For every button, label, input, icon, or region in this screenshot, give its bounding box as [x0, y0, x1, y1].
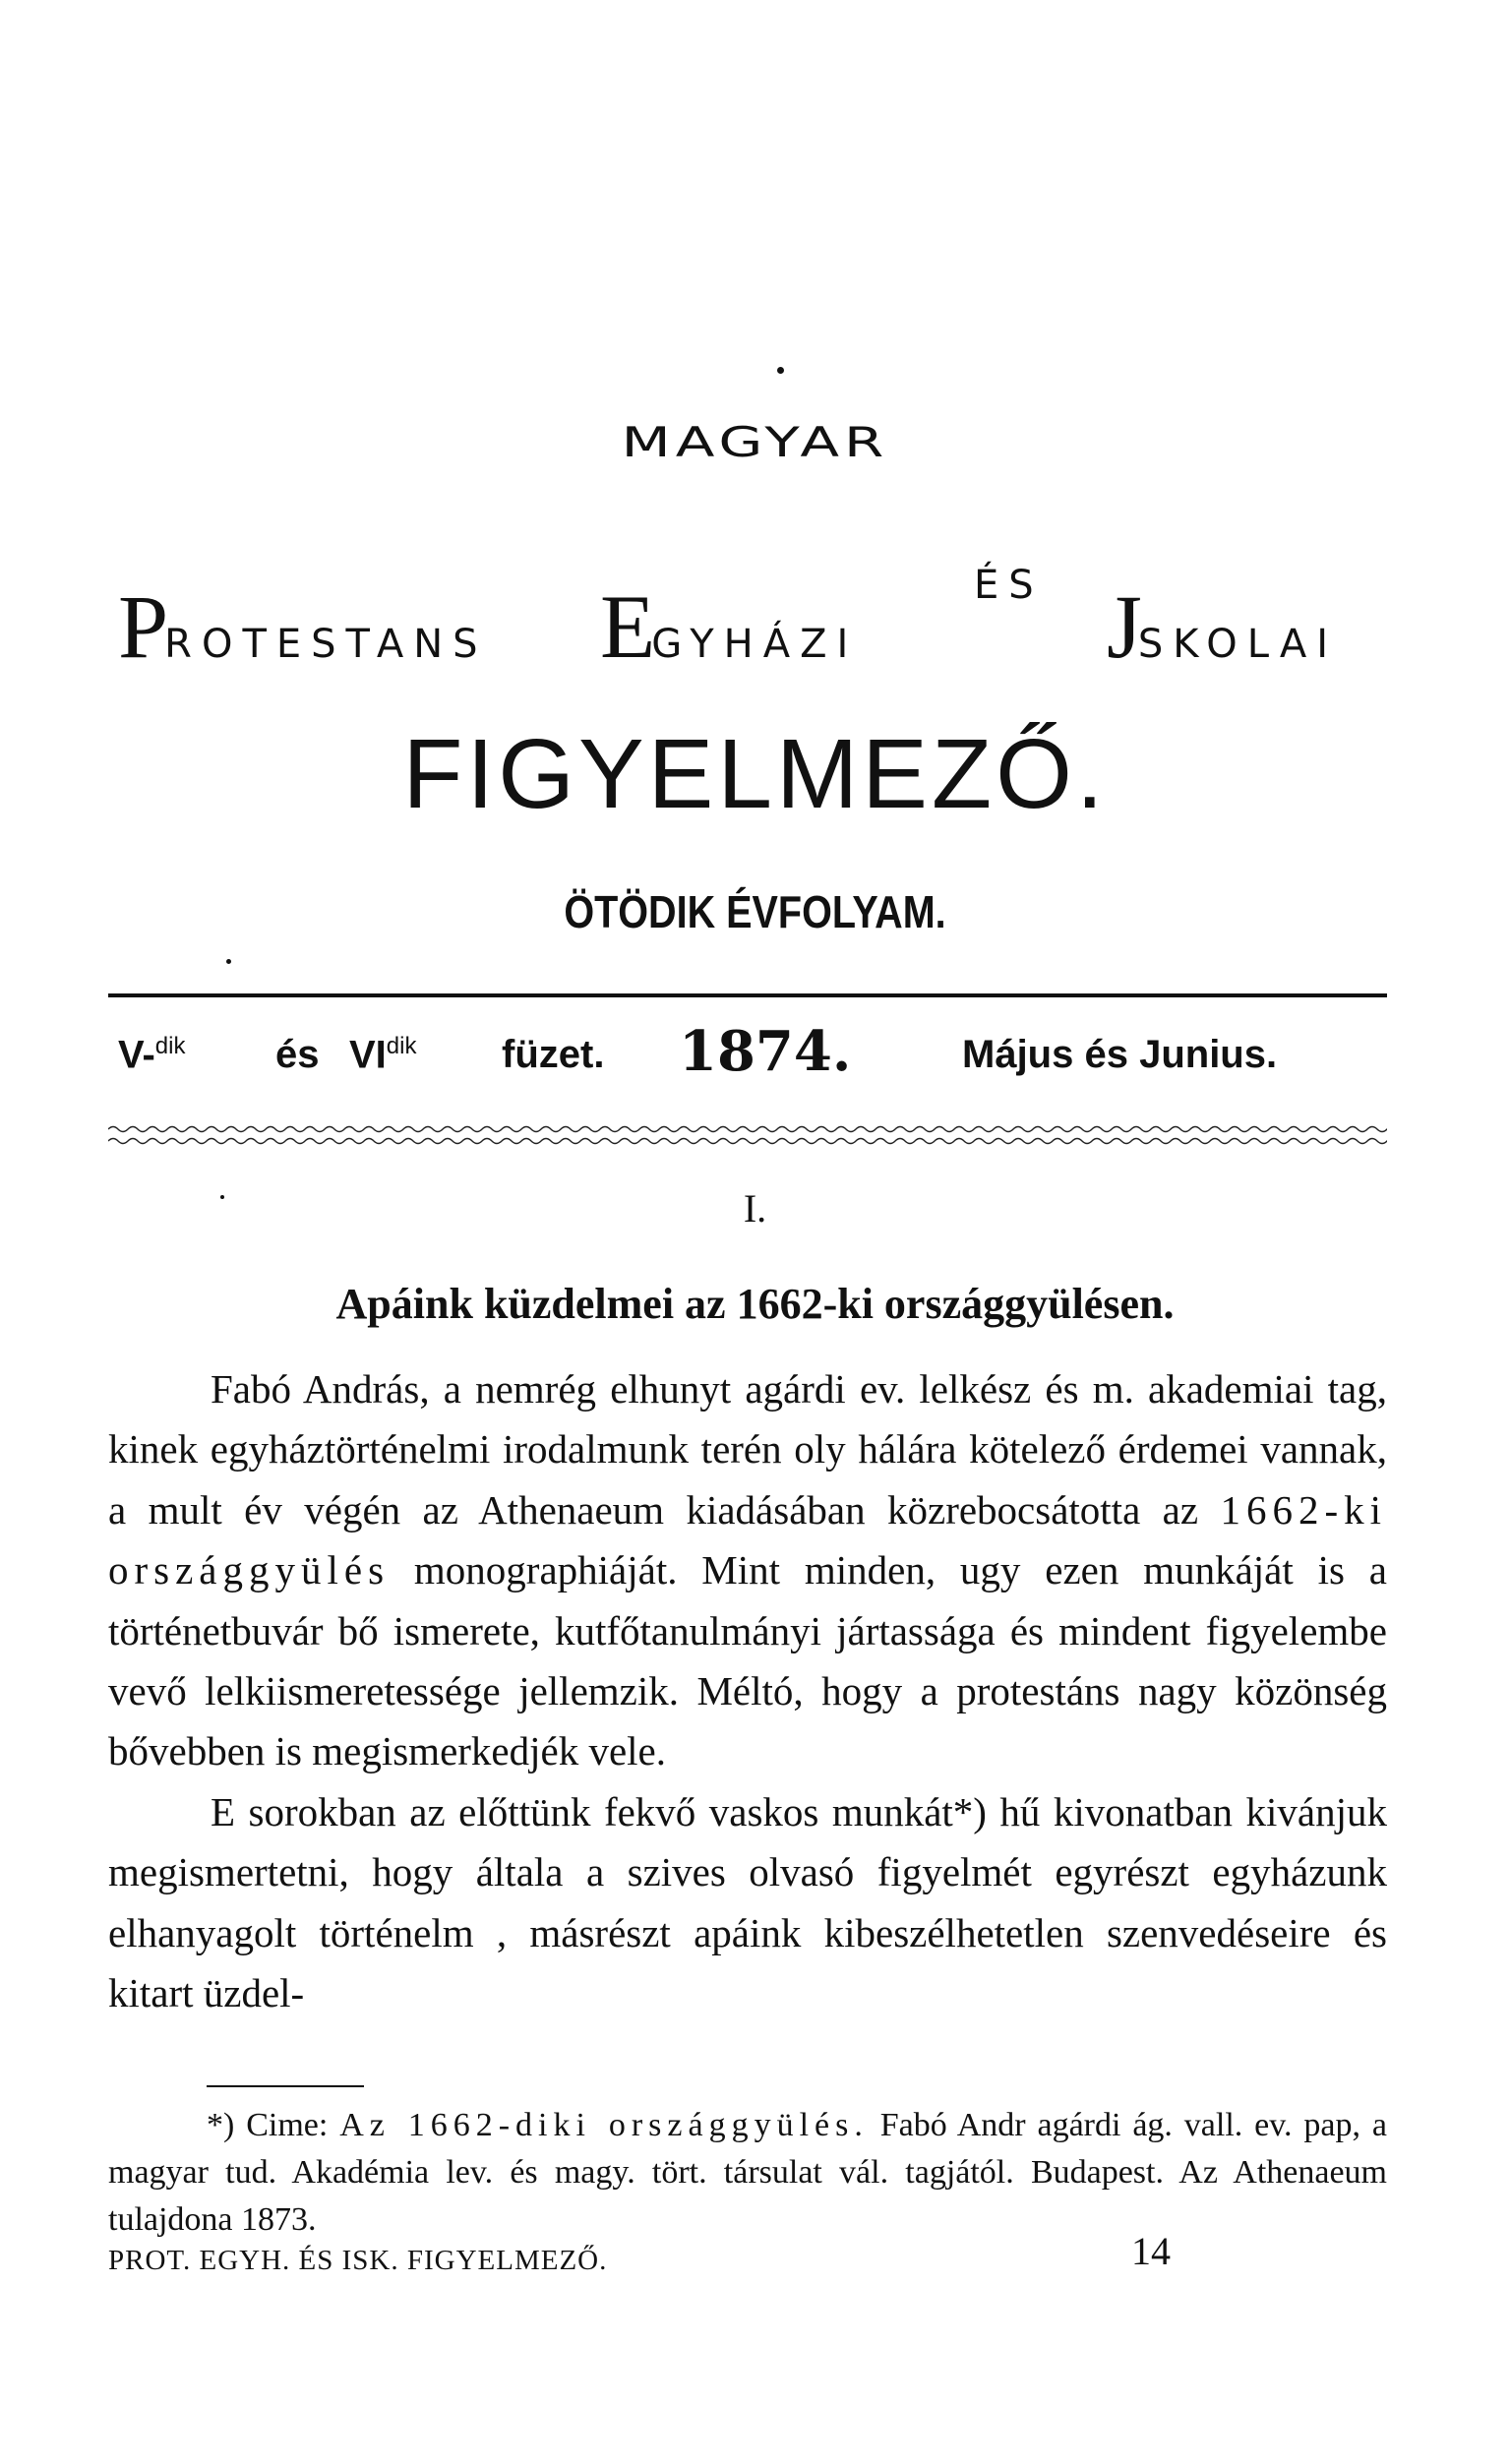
word-es: ÉS — [974, 563, 1044, 608]
initial-j: J — [1107, 576, 1142, 677]
footnote-text — [108, 2102, 1387, 2244]
footnote-text-a: *) Cime: — [207, 2107, 340, 2143]
wavy-line-top — [108, 1127, 1387, 1132]
initial-p: P — [118, 576, 169, 677]
masthead-banner — [118, 551, 1397, 677]
header-rule — [108, 993, 1387, 997]
issue-es: és — [275, 1033, 320, 1076]
issue-line — [108, 1019, 1387, 1112]
issue-months: Május és Junius. — [962, 1033, 1278, 1076]
footnote-rule — [207, 2085, 364, 2087]
banner-iskolai — [1107, 563, 1339, 677]
wavy-divider — [108, 1121, 1387, 1149]
banner-protestans — [118, 563, 488, 677]
page-number: 14 — [1131, 2229, 1171, 2273]
issue-year: 1874. — [679, 1019, 852, 1084]
paragraph-2: E sorokban az előttünk fekvő vaskos munkát*) hű kivonatban kivánjuk megismertetni, hogy általa a szives olvasó figyelmét egyrészt egyházunk elhanyagolt történelm , másrészt apáink kibeszélhetetlen szenvedéseire és kitart üzdel- — [108, 1788, 1387, 2016]
word-egyhazi: GYHÁZI — [651, 622, 859, 667]
masthead-magyar: MAGYAR — [621, 418, 889, 466]
footnote-text-b: Fabó Andr agárdi ág. vall. ev. pap, a magyar tud. Akadémia lev. és magy. tört. társulat vál. tagjától. Budapest. Az Athenaeum tulajdona 1873. — [108, 2107, 1387, 2238]
issue-vi-sup: dik — [386, 1033, 417, 1059]
article-heading: Apáink küzdelmei az 1662-ki országgyülésen. — [335, 1280, 1175, 1328]
ink-speck — [777, 367, 784, 374]
wavy-line-bottom — [108, 1139, 1387, 1144]
paragraph-1 — [108, 1359, 1387, 1782]
issue-number-v — [118, 1033, 185, 1077]
issue-vi: VI — [349, 1033, 387, 1077]
initial-e: E — [600, 576, 656, 677]
journal-title: FIGYELMEZŐ. — [402, 719, 1108, 829]
banner-egyhazi — [600, 563, 859, 677]
signature-line: PROT. EGYH. ÉS ISK. FIGYELMEZŐ. — [108, 2245, 608, 2276]
volume-label: ÖTÖDIK ÉVFOLYAM. — [564, 886, 946, 937]
article-body — [108, 1359, 1387, 2023]
p1-text-a: Fabó András, a nemrég elhunyt agárdi ev. lelkész és m. akademiai tag, kinek egyháztörténelmi irodalmunk terén oly hálára kötelező érdemei vannak, a mult év végén az Athenaeum kiadásában közrebocsátotta az — [108, 1366, 1387, 1532]
footnote — [108, 2102, 1387, 2244]
issue-number-vi — [349, 1033, 416, 1077]
section-number: I. — [743, 1186, 767, 1231]
issue-v-sup: dik — [154, 1033, 186, 1059]
p1-spaced-text: 1662-ki országgyülés — [108, 1486, 1387, 1593]
word-protestans: ROTESTANS — [164, 622, 488, 667]
p1-text-b: monographiáját. Mint minden, ugy ezen munkáját is a történetbuvár bő ismerete, kutfőtanulmányi jártassága és mindent figyelembe vevő lelkiismeretessége jellemzik. Méltó, hogy a protestáns nagy közönség bővebben is megismerkedjék vele. — [108, 1547, 1387, 1774]
issue-fuzet: füzet. — [502, 1033, 605, 1076]
ink-speck — [226, 959, 231, 964]
footnote-spaced-text: Az 1662-diki országgyülés. — [339, 2107, 869, 2143]
issue-v: V- — [118, 1033, 155, 1077]
word-skolai: SKOLAI — [1137, 622, 1339, 667]
